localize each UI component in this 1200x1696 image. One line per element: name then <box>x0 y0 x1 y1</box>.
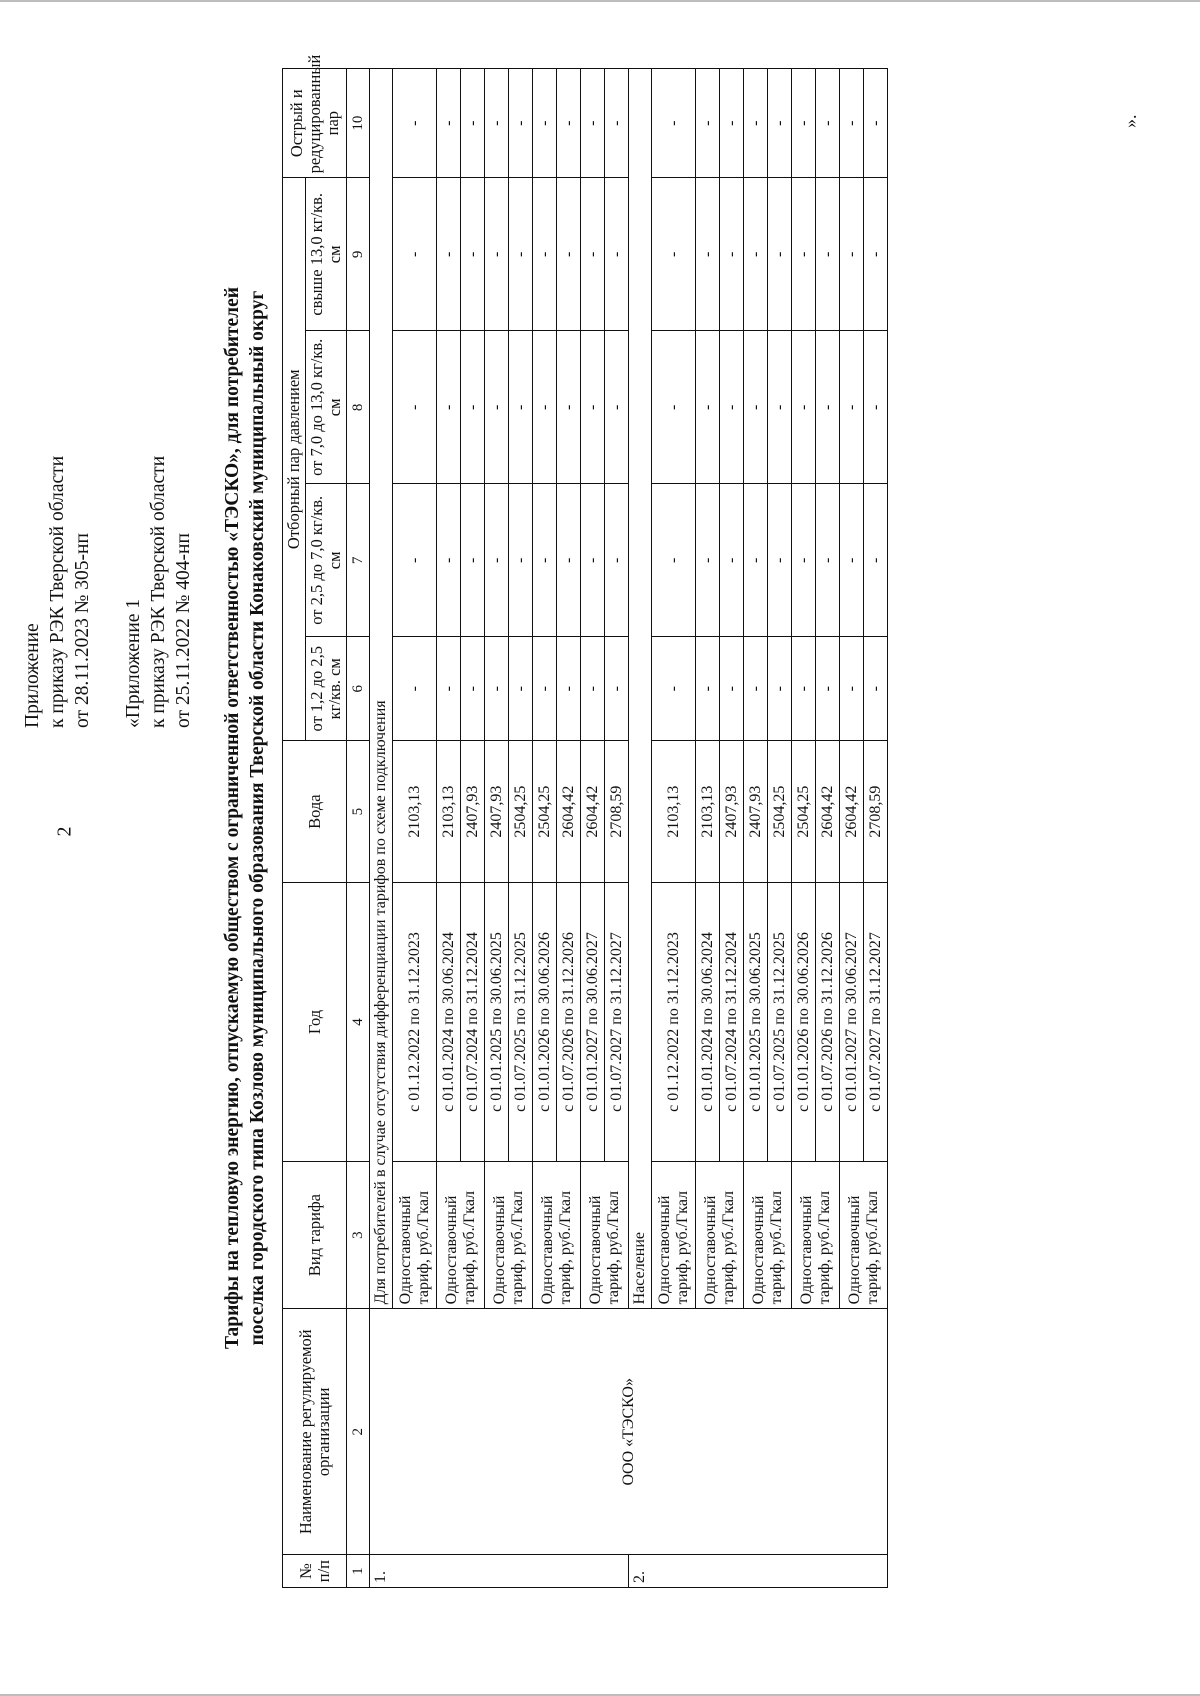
steam-p3-cell: - <box>696 331 720 484</box>
appendix-line: от 25.11.2022 № 404-нп <box>173 533 194 728</box>
steam-p2-cell: - <box>768 484 792 637</box>
steam-p1-cell: - <box>840 637 864 741</box>
steam-p1-cell: - <box>768 637 792 741</box>
col-number: 2 <box>347 1309 370 1555</box>
steam-p2-cell: - <box>485 484 509 637</box>
water-cell: 2604,42 <box>816 741 840 883</box>
period-cell: с 01.01.2026 по 30.06.2026 <box>792 883 816 1162</box>
section-title: Население <box>629 69 652 1309</box>
steam-p1-cell: - <box>652 637 696 741</box>
steam-p1-cell: - <box>533 637 557 741</box>
col-number: 9 <box>347 178 370 331</box>
water-cell: 2407,93 <box>720 741 744 883</box>
sharp-steam-cell: - <box>393 69 437 178</box>
steam-p2-cell: - <box>533 484 557 637</box>
steam-p1-cell: - <box>437 637 461 741</box>
closing-quote: ». <box>1120 114 1140 128</box>
water-cell: 2604,42 <box>557 741 581 883</box>
steam-p1-cell: - <box>816 637 840 741</box>
header-p4: свыше 13,0 кг/кв. см <box>306 178 347 331</box>
water-cell: 2103,13 <box>393 741 437 883</box>
steam-p2-cell: - <box>720 484 744 637</box>
steam-p3-cell: - <box>652 331 696 484</box>
section-number: 2. <box>629 1555 888 1588</box>
sharp-steam-cell: - <box>840 69 864 178</box>
period-cell: с 01.01.2027 по 30.06.2027 <box>581 883 605 1162</box>
appendix-line: Приложение <box>22 623 43 728</box>
header-kind: Вид тарифа <box>283 1161 347 1309</box>
steam-p3-cell: - <box>509 331 533 484</box>
steam-p3-cell: - <box>581 331 605 484</box>
header-p3: от 7,0 до 13,0 кг/кв. см <box>306 331 347 484</box>
water-cell: 2708,59 <box>864 741 888 883</box>
header-org: Наименование регулируемой организации <box>283 1309 347 1555</box>
sharp-steam-cell: - <box>744 69 768 178</box>
steam-p1-cell: - <box>792 637 816 741</box>
steam-p4-cell: - <box>744 178 768 331</box>
period-cell: с 01.01.2027 по 30.06.2027 <box>840 883 864 1162</box>
sharp-steam-cell: - <box>485 69 509 178</box>
sharp-steam-cell: - <box>581 69 605 178</box>
steam-p4-cell: - <box>509 178 533 331</box>
sharp-steam-cell: - <box>533 69 557 178</box>
period-cell: с 01.07.2025 по 31.12.2025 <box>509 883 533 1162</box>
water-cell: 2604,42 <box>840 741 864 883</box>
water-cell: 2604,42 <box>581 741 605 883</box>
steam-p3-cell: - <box>840 331 864 484</box>
steam-p2-cell: - <box>652 484 696 637</box>
tariff-kind: Одноставочный тариф, руб./Гкал <box>744 1161 792 1309</box>
steam-p2-cell: - <box>744 484 768 637</box>
document-title <box>220 78 270 1558</box>
section-title: Для потребителей в случае отсутствия дифференциации тарифов по схеме подключения <box>370 69 393 1309</box>
water-cell: 2504,25 <box>792 741 816 883</box>
tariff-kind: Одноставочный тариф, руб./Гкал <box>533 1161 581 1309</box>
steam-p4-cell: - <box>461 178 485 331</box>
tariff-kind: Одноставочный тариф, руб./Гкал <box>437 1161 485 1309</box>
steam-p1-cell: - <box>557 637 581 741</box>
sharp-steam-cell: - <box>509 69 533 178</box>
steam-p1-cell: - <box>461 637 485 741</box>
steam-p2-cell: - <box>605 484 629 637</box>
steam-p1-cell: - <box>696 637 720 741</box>
steam-p3-cell: - <box>485 331 509 484</box>
tariff-table <box>282 54 888 1588</box>
steam-p3-cell: - <box>792 331 816 484</box>
period-cell: с 01.07.2026 по 31.12.2026 <box>557 883 581 1162</box>
period-cell: с 01.01.2026 по 30.06.2026 <box>533 883 557 1162</box>
steam-p1-cell: - <box>485 637 509 741</box>
tariff-kind: Одноставочный тариф, руб./Гкал <box>485 1161 533 1309</box>
steam-p2-cell: - <box>437 484 461 637</box>
steam-p3-cell: - <box>864 331 888 484</box>
col-number: 3 <box>347 1161 370 1309</box>
steam-p1-cell: - <box>720 637 744 741</box>
sharp-steam-cell: - <box>437 69 461 178</box>
rotated-page-content <box>20 38 1180 1658</box>
steam-p2-cell: - <box>461 484 485 637</box>
steam-p3-cell: - <box>393 331 437 484</box>
title-line: поселка городского типа Козлово муниципального образования Тверской области Конаковский муниципальный округ <box>247 290 268 1346</box>
steam-p4-cell: - <box>720 178 744 331</box>
steam-p2-cell: - <box>696 484 720 637</box>
col-number: 5 <box>347 741 370 883</box>
col-number: 8 <box>347 331 370 484</box>
steam-p3-cell: - <box>557 331 581 484</box>
sharp-steam-cell: - <box>605 69 629 178</box>
tariff-kind: Одноставочный тариф, руб./Гкал <box>840 1161 888 1309</box>
column-number-row <box>347 69 370 1588</box>
page-number: 2 <box>53 826 76 837</box>
section-number: 1. <box>370 1555 629 1588</box>
col-number: 10 <box>347 69 370 178</box>
header-p1: от 1,2 до 2,5 кг/кв. см <box>306 637 347 741</box>
period-cell: с 01.12.2022 по 31.12.2023 <box>393 883 437 1162</box>
steam-p1-cell: - <box>744 637 768 741</box>
water-cell: 2103,13 <box>652 741 696 883</box>
tariff-kind: Одноставочный тариф, руб./Гкал <box>792 1161 840 1309</box>
tariff-kind: Одноставочный тариф, руб./Гкал <box>581 1161 629 1309</box>
water-cell: 2103,13 <box>437 741 461 883</box>
steam-p2-cell: - <box>864 484 888 637</box>
header-steam-group: Отборный пар давлением <box>283 178 306 741</box>
header-water: Вода <box>283 741 347 883</box>
steam-p2-cell: - <box>581 484 605 637</box>
period-cell: с 01.12.2022 по 31.12.2023 <box>652 883 696 1162</box>
sharp-steam-cell: - <box>557 69 581 178</box>
steam-p4-cell: - <box>840 178 864 331</box>
steam-p1-cell: - <box>509 637 533 741</box>
sharp-steam-cell: - <box>461 69 485 178</box>
steam-p2-cell: - <box>509 484 533 637</box>
water-cell: 2407,93 <box>485 741 509 883</box>
steam-p1-cell: - <box>393 637 437 741</box>
steam-p1-cell: - <box>581 637 605 741</box>
water-cell: 2504,25 <box>509 741 533 883</box>
org-name: ООО «ТЭСКО» <box>370 1309 888 1555</box>
appendix-block-2 <box>121 88 196 728</box>
col-number: 7 <box>347 484 370 637</box>
steam-p4-cell: - <box>696 178 720 331</box>
tariff-table-body <box>370 69 888 1588</box>
water-cell: 2504,25 <box>533 741 557 883</box>
steam-p3-cell: - <box>768 331 792 484</box>
steam-p4-cell: - <box>768 178 792 331</box>
col-number: 6 <box>347 637 370 741</box>
sharp-steam-cell: - <box>720 69 744 178</box>
steam-p2-cell: - <box>840 484 864 637</box>
sharp-steam-cell: - <box>696 69 720 178</box>
steam-p3-cell: - <box>744 331 768 484</box>
steam-p3-cell: - <box>461 331 485 484</box>
steam-p2-cell: - <box>792 484 816 637</box>
appendix-block-1 <box>20 88 95 728</box>
header-year: Год <box>283 883 347 1162</box>
period-cell: с 01.01.2024 по 30.06.2024 <box>696 883 720 1162</box>
period-cell: с 01.07.2024 по 31.12.2024 <box>720 883 744 1162</box>
steam-p3-cell: - <box>533 331 557 484</box>
title-line: Тарифы на тепловую энергию, отпускаемую обществом с ограниченной ответственностью «ТЭСКО», для потребителей <box>222 287 243 1349</box>
tariff-kind: Одноставочный тариф, руб./Гкал <box>393 1161 437 1309</box>
tariff-kind: Одноставочный тариф, руб./Гкал <box>696 1161 744 1309</box>
water-cell: 2407,93 <box>461 741 485 883</box>
sharp-steam-cell: - <box>816 69 840 178</box>
steam-p4-cell: - <box>393 178 437 331</box>
water-cell: 2504,25 <box>768 741 792 883</box>
sharp-steam-cell: - <box>792 69 816 178</box>
steam-p2-cell: - <box>393 484 437 637</box>
water-cell: 2407,93 <box>744 741 768 883</box>
sharp-steam-cell: - <box>768 69 792 178</box>
scan-edge-top <box>0 0 1200 2</box>
water-cell: 2103,13 <box>696 741 720 883</box>
period-cell: с 01.07.2026 по 31.12.2026 <box>816 883 840 1162</box>
header-num: № п/п <box>283 1555 347 1588</box>
steam-p1-cell: - <box>864 637 888 741</box>
period-cell: с 01.07.2024 по 31.12.2024 <box>461 883 485 1162</box>
period-cell: с 01.01.2024 по 30.06.2024 <box>437 883 461 1162</box>
steam-p4-cell: - <box>557 178 581 331</box>
steam-p1-cell: - <box>605 637 629 741</box>
steam-p3-cell: - <box>720 331 744 484</box>
section-row <box>370 69 393 1588</box>
header-row-1 <box>283 69 306 1588</box>
period-cell: с 01.07.2027 по 31.12.2027 <box>605 883 629 1162</box>
steam-p3-cell: - <box>816 331 840 484</box>
header-p2: от 2,5 до 7,0 кг/кв. см <box>306 484 347 637</box>
appendix-line: от 28.11.2023 № 305-нп <box>72 533 93 728</box>
period-cell: с 01.07.2027 по 31.12.2027 <box>864 883 888 1162</box>
period-cell: с 01.01.2025 по 30.06.2025 <box>485 883 509 1162</box>
col-number: 1 <box>347 1555 370 1588</box>
steam-p2-cell: - <box>816 484 840 637</box>
steam-p4-cell: - <box>437 178 461 331</box>
col-number: 4 <box>347 883 370 1162</box>
steam-p4-cell: - <box>485 178 509 331</box>
steam-p2-cell: - <box>557 484 581 637</box>
steam-p3-cell: - <box>437 331 461 484</box>
sharp-steam-cell: - <box>652 69 696 178</box>
tariff-kind: Одноставочный тариф, руб./Гкал <box>652 1161 696 1309</box>
steam-p3-cell: - <box>605 331 629 484</box>
appendix-line: «Приложение 1 <box>123 598 144 728</box>
steam-p4-cell: - <box>652 178 696 331</box>
appendix-header <box>20 88 222 728</box>
steam-p4-cell: - <box>816 178 840 331</box>
water-cell: 2708,59 <box>605 741 629 883</box>
steam-p4-cell: - <box>864 178 888 331</box>
period-cell: с 01.01.2025 по 30.06.2025 <box>744 883 768 1162</box>
steam-p4-cell: - <box>792 178 816 331</box>
steam-p4-cell: - <box>533 178 557 331</box>
sharp-steam-cell: - <box>864 69 888 178</box>
appendix-line: к приказу РЭК Тверской области <box>47 455 68 728</box>
appendix-line: к приказу РЭК Тверской области <box>148 455 169 728</box>
header-sharp: Острый и редуцированный пар <box>283 69 347 178</box>
steam-p4-cell: - <box>605 178 629 331</box>
steam-p4-cell: - <box>581 178 605 331</box>
period-cell: с 01.07.2025 по 31.12.2025 <box>768 883 792 1162</box>
